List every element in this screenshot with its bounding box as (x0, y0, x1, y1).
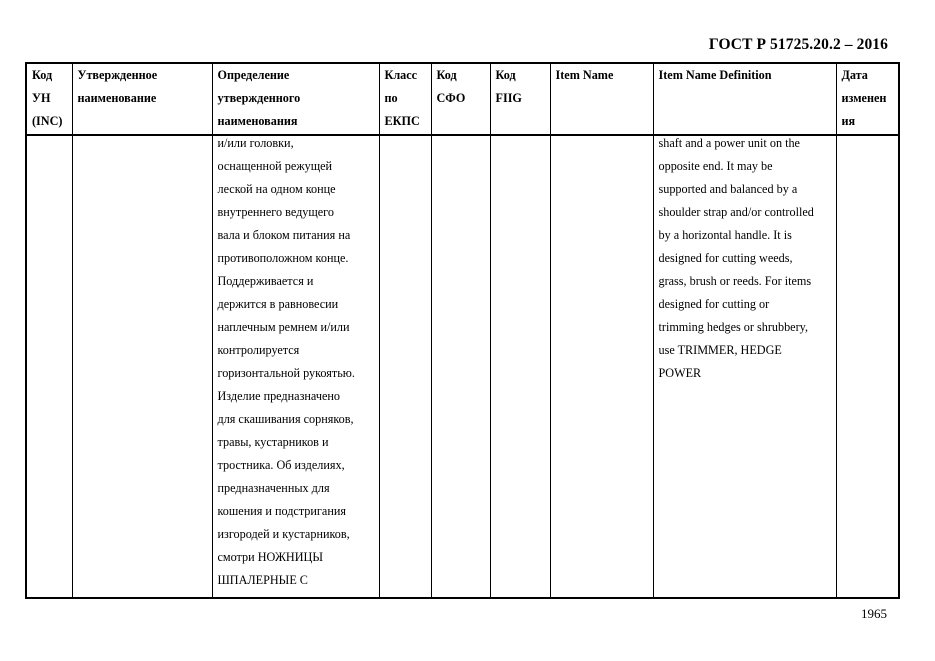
text-line: травы, кустарников и (217, 435, 329, 449)
text-line: вала и блоком питания на (217, 228, 351, 242)
standard-title: ГОСТ Р 51725.20.2 – 2016 (708, 36, 888, 53)
cell-fiig-code (490, 135, 550, 598)
header-line: Item Name Definition (658, 68, 772, 82)
header-line: Утвержденное (77, 68, 158, 82)
definition-en-text (659, 135, 836, 385)
cell-change-date (836, 135, 899, 598)
header-line: СФО (436, 91, 466, 105)
header-approved-name-definition (212, 63, 379, 135)
header-item-name-definition (653, 63, 836, 135)
cell-sfo-code (431, 135, 490, 598)
page-number: 1965 (861, 606, 887, 621)
text-line: POWER (658, 366, 702, 380)
text-line: горизонтальной рукоятью. (217, 366, 355, 380)
header-item-name (550, 63, 653, 135)
text-line: ШПАЛЕРНЫЕ С (217, 573, 308, 587)
text-line: леской на одном конце (217, 182, 336, 196)
text-line: shoulder strap and/or controlled (658, 205, 814, 219)
header-line: FIIG (495, 91, 522, 105)
text-line: и/или головки, (217, 136, 294, 150)
header-fiig-code (490, 63, 550, 135)
text-line: Изделие предназначено (217, 389, 340, 403)
definition-ru-text (218, 135, 379, 592)
text-line: внутреннего ведущего (217, 205, 334, 219)
text-line: для скашивания сорняков, (217, 412, 354, 426)
header-line: Код (436, 68, 457, 82)
text-line: trimming hedges or shrubbery, (658, 320, 808, 334)
text-line: оснащенной режущей (217, 159, 333, 173)
text-line: designed for cutting or (658, 297, 770, 311)
cell-approved-name (72, 135, 212, 598)
cell-inc-code (26, 135, 72, 598)
header-line: Дата (841, 68, 868, 82)
text-line: by a horizontal handle. It is (658, 228, 792, 242)
header-line: утвержденного (217, 91, 301, 105)
text-line: grass, brush or reeds. For items (658, 274, 812, 288)
header-line: ЕКПС (384, 114, 420, 128)
header-ekps-class (379, 63, 431, 135)
header-line: ия (841, 114, 856, 128)
header-approved-name (72, 63, 212, 135)
text-line: designed for cutting weeds, (658, 251, 793, 265)
cell-item-name (550, 135, 653, 598)
text-line: shaft and a power unit on the (658, 136, 800, 150)
text-line: opposite end. It may be (658, 159, 773, 173)
text-line: держится в равновесии (217, 297, 339, 311)
header-line: Определение (217, 68, 290, 82)
header-line: Код (495, 68, 516, 82)
text-line: наплечным ремнем и/или (217, 320, 350, 334)
header-line: Класс (384, 68, 418, 82)
header-line: наименования (217, 114, 298, 128)
text-line: тростника. Об изделиях, (217, 458, 345, 472)
header-inc-code (26, 63, 72, 135)
text-line: use TRIMMER, HEDGE (658, 343, 782, 357)
header-line: Item Name (555, 68, 614, 82)
table-row (26, 135, 899, 598)
cell-ekps-class (379, 135, 431, 598)
table-header-row (26, 63, 899, 135)
header-line: (INC) (32, 114, 63, 128)
header-line: наименование (77, 91, 157, 105)
text-line: контролируется (217, 343, 300, 357)
header-change-date (836, 63, 899, 135)
nomenclature-table (25, 62, 900, 599)
text-line: изгородей и кустарников, (217, 527, 350, 541)
cell-item-name-definition (653, 135, 836, 598)
header-line: Код (32, 68, 53, 82)
header-line: изменен (841, 91, 887, 105)
header-line: УН (32, 91, 51, 105)
text-line: supported and balanced by a (658, 182, 798, 196)
cell-approved-name-definition (212, 135, 379, 598)
text-line: кошения и подстригания (217, 504, 346, 518)
text-line: смотри НОЖНИЦЫ (217, 550, 323, 564)
header-line: по (384, 91, 398, 105)
text-line: противоположном конце. (217, 251, 349, 265)
text-line: предназначенных для (217, 481, 330, 495)
text-line: Поддерживается и (217, 274, 314, 288)
header-sfo-code (431, 63, 490, 135)
